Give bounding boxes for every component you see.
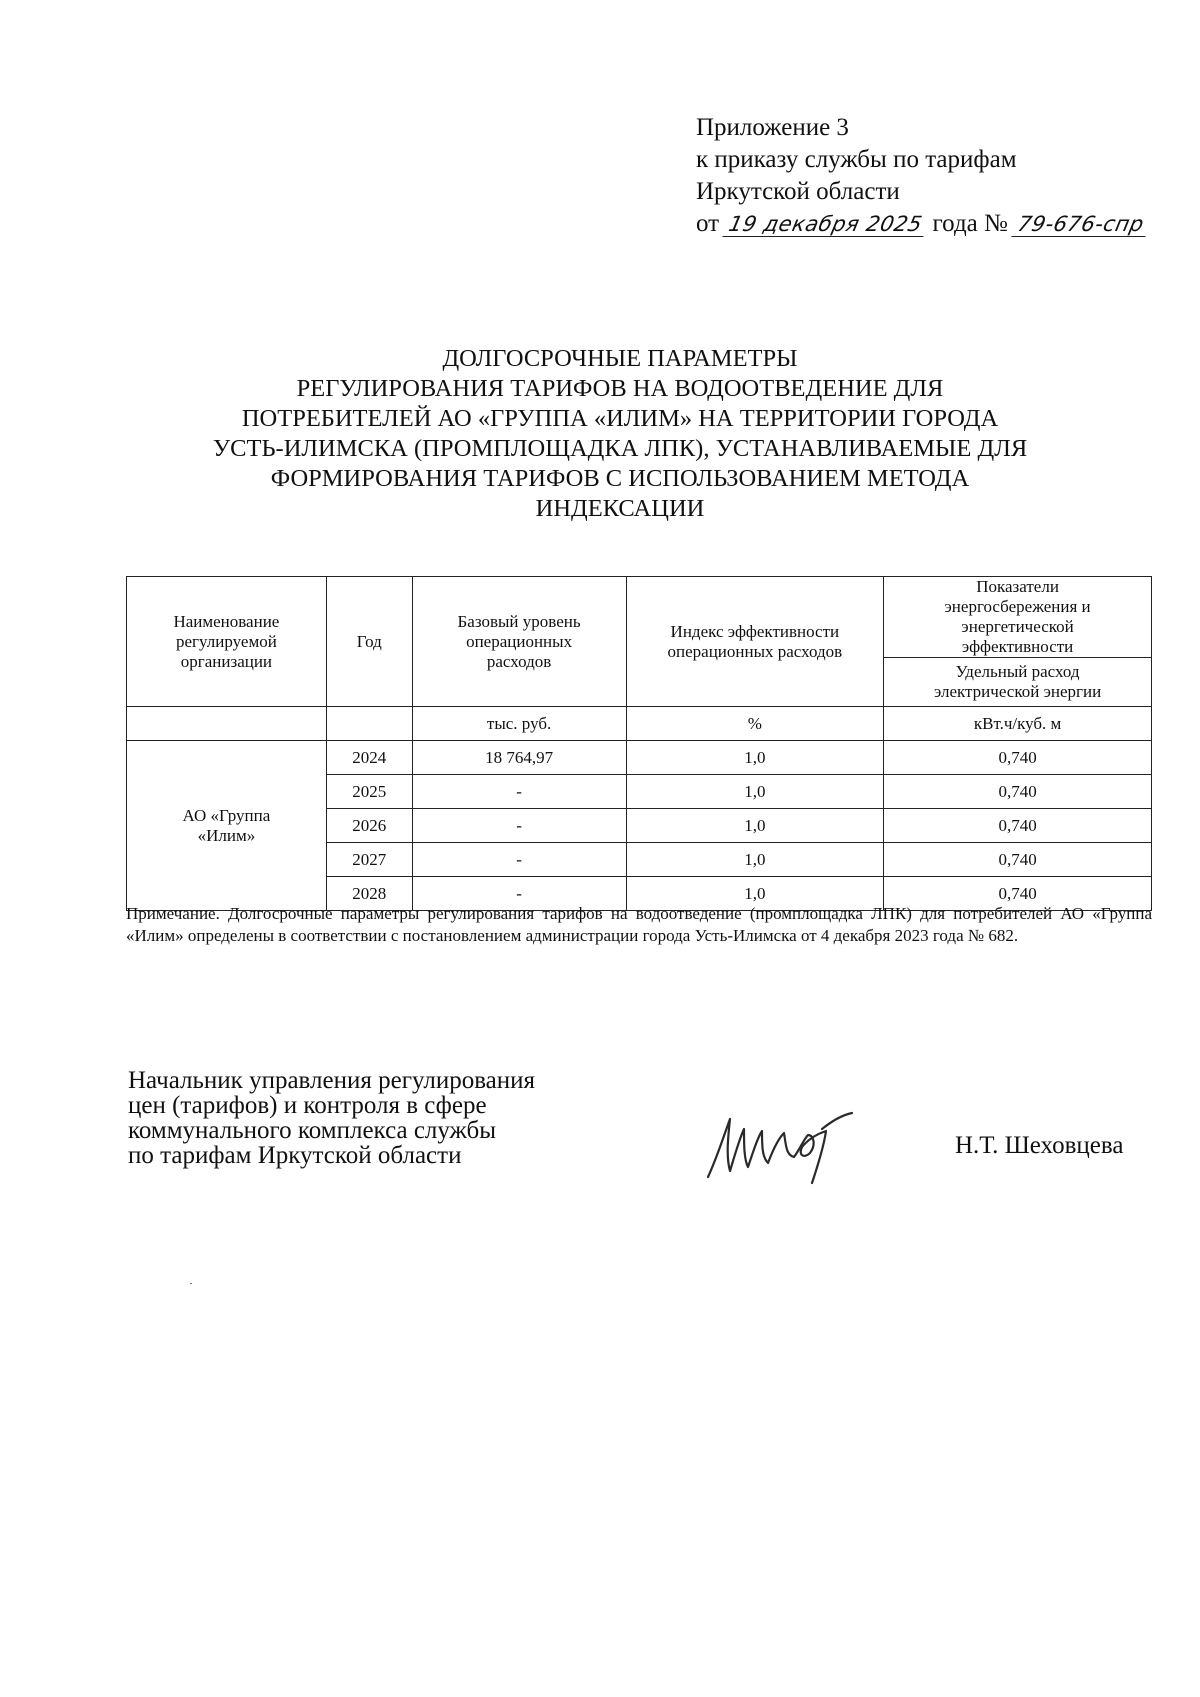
unit-base-level: тыс. руб. <box>412 707 626 741</box>
year-cell: 2026 <box>326 809 412 843</box>
consumption-cell: 0,740 <box>884 809 1152 843</box>
parameters-table <box>126 576 1152 911</box>
scan-speck <box>190 1283 192 1284</box>
header-org-name: Наименование регулируемой организации <box>127 577 327 707</box>
consumption-cell: 0,740 <box>884 877 1152 911</box>
unit-specific-consumption: кВт.ч/куб. м <box>884 707 1152 741</box>
date-suffix: года № <box>932 210 1008 237</box>
signer-position-line: по тарифам Иркутской области <box>128 1142 462 1169</box>
organization-name: АО «Группа «Илим» <box>127 741 327 911</box>
header-efficiency-index: Индекс эффективности операционных расходов <box>626 577 884 707</box>
index-cell: 1,0 <box>626 775 884 809</box>
year-cell: 2024 <box>326 741 412 775</box>
appendix-date-line <box>696 208 1148 240</box>
table-units-row <box>127 707 1152 741</box>
signer-position <box>128 1068 535 1168</box>
appendix-region: Иркутской области <box>696 178 900 205</box>
header-year: Год <box>326 577 412 707</box>
title-line: ФОРМИРОВАНИЯ ТАРИФОВ С ИСПОЛЬЗОВАНИЕМ МЕТОДА <box>270 465 970 492</box>
table-note: Примечание. Долгосрочные параметры регулирования тарифов на водоотведение (промплощадка ЛПК) для потребителей АО «Группа «Илим» определены в соответствии с постановлением администрации города Усть-Илимска от 4 декабря 2023 года № 682. <box>126 904 1152 945</box>
handwritten-signature <box>700 1105 900 1185</box>
signer-position-line: цен (тарифов) и контроля в сфере <box>128 1092 487 1119</box>
header-energy-group: Показатели энергосбережения и энергетической эффективности <box>884 577 1152 658</box>
signer-name: Н.Т. Шеховцева <box>955 1132 1124 1159</box>
year-cell: 2028 <box>326 877 412 911</box>
base-level-cell: - <box>412 775 626 809</box>
handwritten-order-number: 79-676-спр <box>1011 212 1150 237</box>
appendix-order-ref: к приказу службы по тарифам <box>696 146 1017 173</box>
index-cell: 1,0 <box>626 877 884 911</box>
title-line: ПОТРЕБИТЕЛЕЙ АО «ГРУППА «ИЛИМ» НА ТЕРРИТОРИИ ГОРОДА <box>241 405 999 432</box>
index-cell: 1,0 <box>626 741 884 775</box>
signer-position-line: коммунального комплекса службы <box>128 1117 497 1144</box>
consumption-cell: 0,740 <box>884 741 1152 775</box>
year-cell: 2027 <box>326 843 412 877</box>
base-level-cell: - <box>412 809 626 843</box>
consumption-cell: 0,740 <box>884 775 1152 809</box>
signer-position-line: Начальник управления регулирования <box>128 1067 536 1094</box>
consumption-cell: 0,740 <box>884 843 1152 877</box>
title-line: ДОЛГОСРОЧНЫЕ ПАРАМЕТРЫ <box>442 345 798 372</box>
appendix-number: Приложение 3 <box>696 114 849 141</box>
title-line: РЕГУЛИРОВАНИЯ ТАРИФОВ НА ВОДООТВЕДЕНИЕ ДЛЯ <box>296 375 944 402</box>
date-prefix: от <box>696 210 720 237</box>
header-base-level: Базовый уровень операционных расходов <box>412 577 626 707</box>
base-level-cell: - <box>412 843 626 877</box>
title-line: ИНДЕКСАЦИИ <box>535 495 705 522</box>
handwritten-date: 19 декабря 2025 <box>723 212 929 237</box>
base-level-cell: 18 764,97 <box>412 741 626 775</box>
document-title <box>160 344 1080 524</box>
year-cell: 2025 <box>326 775 412 809</box>
title-line: УСТЬ-ИЛИМСКА (ПРОМПЛОЩАДКА ЛПК), УСТАНАВЛИВАЕМЫЕ ДЛЯ <box>212 435 1028 462</box>
unit-empty <box>326 707 412 741</box>
index-cell: 1,0 <box>626 809 884 843</box>
unit-efficiency-index: % <box>626 707 884 741</box>
base-level-cell: - <box>412 877 626 911</box>
header-specific-consumption: Удельный расход электрической энергии <box>884 658 1152 707</box>
unit-empty <box>127 707 327 741</box>
table-row <box>127 741 1152 775</box>
index-cell: 1,0 <box>626 843 884 877</box>
table-header-row <box>127 577 1152 658</box>
appendix-header <box>696 112 1148 240</box>
